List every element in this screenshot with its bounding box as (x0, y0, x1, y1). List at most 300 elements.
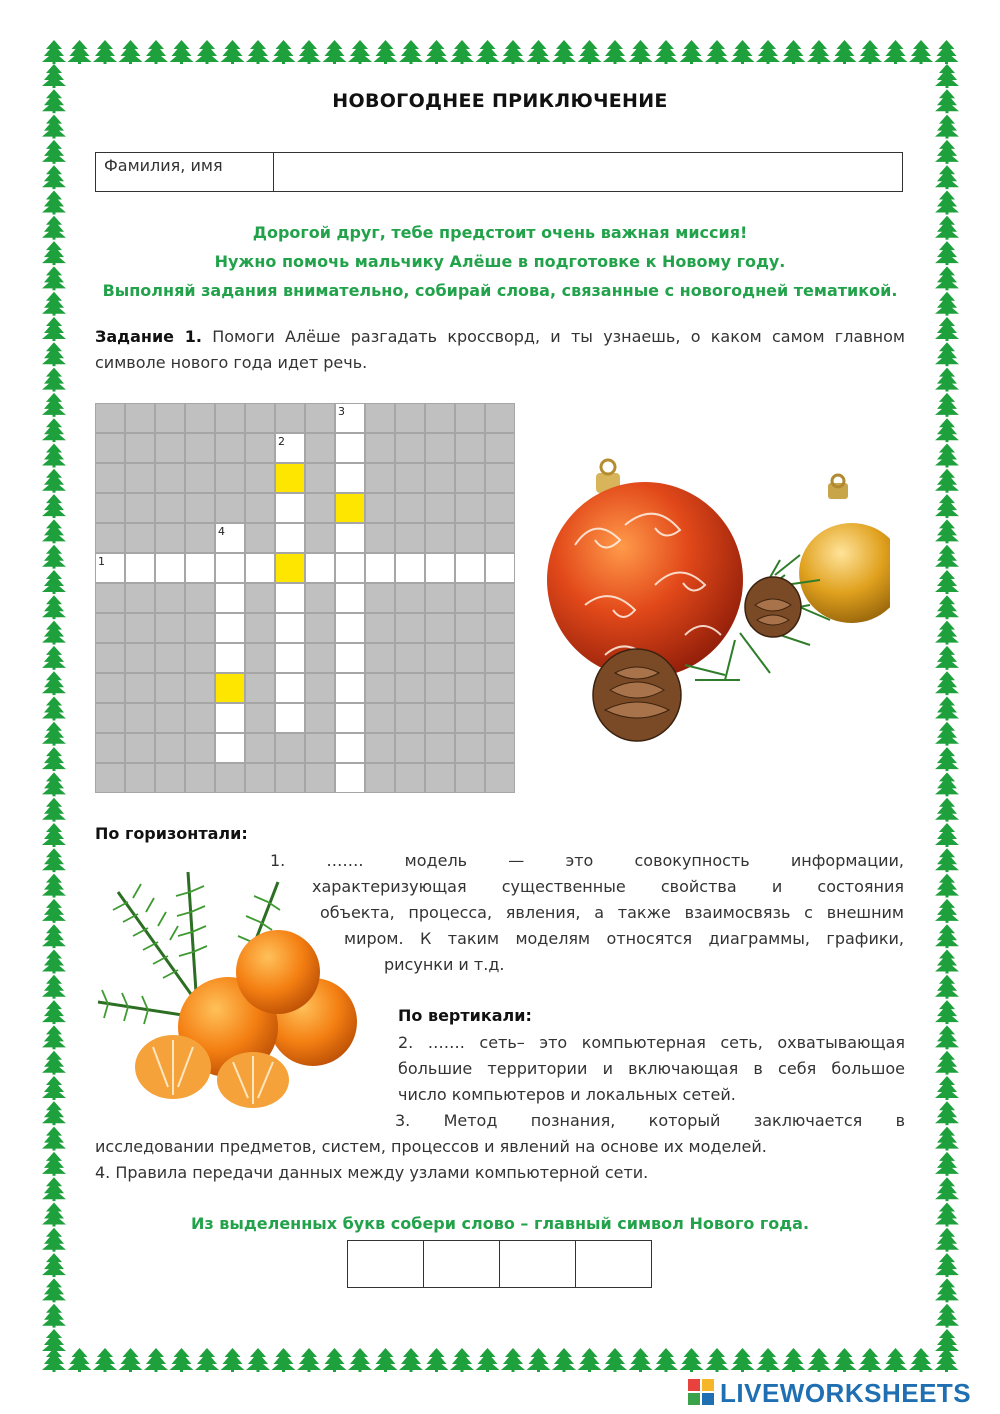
crossword-cell[interactable] (425, 553, 455, 583)
answer-box[interactable] (423, 1240, 500, 1288)
crossword-cell[interactable] (155, 553, 185, 583)
tree-icon (42, 697, 66, 721)
clue-2-line: большие территории и включающая в себя большое (398, 1059, 905, 1078)
crossword-blank-cell (485, 703, 515, 733)
crossword-cell[interactable] (305, 553, 335, 583)
tree-icon (935, 1253, 959, 1277)
crossword-blank-cell (425, 463, 455, 493)
crossword-blank-cell (425, 763, 455, 793)
tree-icon (935, 621, 959, 645)
crossword-blank-cell (395, 583, 425, 613)
crossword-blank-cell (155, 583, 185, 613)
tree-icon (884, 1348, 908, 1372)
tree-icon (42, 469, 66, 493)
crossword-blank-cell (125, 433, 155, 463)
crossword-blank-cell (185, 493, 215, 523)
tree-icon (731, 40, 755, 64)
crossword-blank-cell (395, 403, 425, 433)
crossword-cell[interactable] (335, 613, 365, 643)
crossword-cell[interactable] (335, 403, 365, 433)
crossword-blank-cell (485, 643, 515, 673)
tree-icon (42, 874, 66, 898)
crossword-blank-cell (305, 733, 335, 763)
crossword-blank-cell (485, 583, 515, 613)
task1-paragraph (95, 324, 905, 376)
tree-icon (399, 40, 423, 64)
liveworksheets-logo-icon (688, 1379, 716, 1407)
tree-icon (42, 595, 66, 619)
tree-icon (42, 1127, 66, 1151)
tree-icon (42, 1000, 66, 1024)
answer-box[interactable] (575, 1240, 652, 1288)
crossword-cell[interactable] (215, 583, 245, 613)
crossword-cell[interactable] (215, 733, 245, 763)
tree-icon (603, 40, 627, 64)
crossword-cell[interactable] (275, 523, 305, 553)
tree-icon (42, 317, 66, 341)
crossword-blank-cell (185, 613, 215, 643)
tree-icon (935, 924, 959, 948)
tree-icon (935, 368, 959, 392)
crossword-blank-cell (365, 673, 395, 703)
crossword-blank-cell (365, 433, 395, 463)
crossword-blank-cell (305, 613, 335, 643)
tree-icon (705, 1348, 729, 1372)
crossword-blank-cell (395, 733, 425, 763)
crossword-blank-cell (245, 703, 275, 733)
tree-icon (425, 1348, 449, 1372)
crossword-cell[interactable] (215, 523, 245, 553)
clue-2-vertical (398, 1030, 905, 1108)
tree-icon (399, 1348, 423, 1372)
crossword-blank-cell (425, 643, 455, 673)
tree-icon (42, 545, 66, 569)
answer-box[interactable] (499, 1240, 576, 1288)
tree-icon (42, 1329, 66, 1353)
crossword-blank-cell (95, 613, 125, 643)
crossword-blank-cell (245, 493, 275, 523)
crossword-blank-cell (365, 493, 395, 523)
crossword-blank-cell (305, 673, 335, 703)
crossword-blank-cell (95, 433, 125, 463)
tree-icon (42, 40, 66, 64)
tree-icon (833, 1348, 857, 1372)
crossword-blank-cell (275, 733, 305, 763)
crossword-blank-cell (305, 703, 335, 733)
crossword-blank-cell (365, 583, 395, 613)
clue-1-line: рисунки и т.д. (384, 955, 505, 974)
crossword-cell[interactable] (335, 583, 365, 613)
crossword-cell[interactable] (365, 553, 395, 583)
crossword-blank-cell (245, 433, 275, 463)
crossword-cell[interactable] (215, 613, 245, 643)
crossword-blank-cell (275, 763, 305, 793)
crossword-blank-cell (455, 403, 485, 433)
gold-ball (799, 523, 890, 623)
name-input[interactable] (275, 153, 918, 191)
tree-icon (629, 1348, 653, 1372)
tree-icon (935, 1152, 959, 1176)
crossword-blank-cell (185, 673, 215, 703)
crossword-blank-cell (155, 493, 185, 523)
tree-icon (629, 40, 653, 64)
crossword-blank-cell (305, 583, 335, 613)
crossword-blank-cell (455, 463, 485, 493)
tree-icon (42, 1051, 66, 1075)
tree-icon (782, 1348, 806, 1372)
crossword-cell[interactable] (275, 583, 305, 613)
crossword-cell[interactable] (275, 433, 305, 463)
tree-icon (935, 1177, 959, 1201)
crossword-blank-cell (155, 433, 185, 463)
crossword-cell[interactable] (215, 553, 245, 583)
crossword-blank-cell (365, 463, 395, 493)
tree-icon (93, 1348, 117, 1372)
tree-icon (42, 418, 66, 442)
crossword-cell[interactable] (215, 673, 245, 703)
crossword-blank-cell (425, 523, 455, 553)
crossword-blank-cell (245, 733, 275, 763)
crossword-blank-cell (95, 673, 125, 703)
crossword-blank-cell (125, 703, 155, 733)
tree-icon (935, 823, 959, 847)
tree-icon (42, 1304, 66, 1328)
crossword-blank-cell (155, 643, 185, 673)
crossword-blank-cell (485, 493, 515, 523)
tree-icon (935, 595, 959, 619)
christmas-ornaments-image (545, 455, 890, 750)
tree-icon (501, 40, 525, 64)
tree-icon (935, 64, 959, 88)
crossword-blank-cell (455, 703, 485, 733)
crossword-blank-cell (185, 583, 215, 613)
crossword-cell[interactable] (335, 553, 365, 583)
tree-icon (935, 874, 959, 898)
tree-icon (935, 671, 959, 695)
tree-icon (272, 40, 296, 64)
tree-icon (935, 975, 959, 999)
crossword-blank-cell (245, 523, 275, 553)
crossword-blank-cell (395, 613, 425, 643)
tree-icon (935, 1025, 959, 1049)
tree-icon (578, 1348, 602, 1372)
crossword-blank-cell (215, 403, 245, 433)
crossword-blank-cell (485, 613, 515, 643)
crossword-blank-cell (305, 433, 335, 463)
crossword-blank-cell (425, 493, 455, 523)
tree-icon (195, 40, 219, 64)
tree-icon (935, 747, 959, 771)
tree-icon (42, 191, 66, 215)
tree-icon (935, 115, 959, 139)
crossword-blank-cell (185, 523, 215, 553)
crossword-blank-cell (125, 583, 155, 613)
tree-icon (170, 1348, 194, 1372)
crossword-cell[interactable] (275, 493, 305, 523)
crossword-cell[interactable] (395, 553, 425, 583)
crossword-blank-cell (365, 403, 395, 433)
crossword-blank-cell (425, 613, 455, 643)
tree-icon (374, 40, 398, 64)
crossword-blank-cell (125, 403, 155, 433)
tree-icon (42, 1177, 66, 1201)
crossword-blank-cell (95, 583, 125, 613)
tree-icon (42, 1101, 66, 1125)
tree-icon (144, 40, 168, 64)
crossword-blank-cell (95, 463, 125, 493)
tree-icon (654, 40, 678, 64)
tree-icon (42, 1152, 66, 1176)
crossword-blank-cell (245, 763, 275, 793)
tree-icon (756, 40, 780, 64)
vertical-heading: По вертикали: (398, 1006, 532, 1025)
crossword-blank-cell (125, 523, 155, 553)
crossword-blank-cell (455, 673, 485, 703)
crossword-cell[interactable] (335, 703, 365, 733)
crossword-cell[interactable] (455, 553, 485, 583)
tree-icon (425, 40, 449, 64)
crossword-blank-cell (305, 493, 335, 523)
tree-icon (68, 40, 92, 64)
crossword-blank-cell (485, 433, 515, 463)
tree-icon (578, 40, 602, 64)
tree-icon (705, 40, 729, 64)
tree-icon (858, 1348, 882, 1372)
clue-3-line: 3. Метод познания, который заключается в (395, 1111, 905, 1130)
crossword-blank-cell (245, 673, 275, 703)
crossword-blank-cell (395, 433, 425, 463)
crossword-blank-cell (245, 613, 275, 643)
tree-icon (935, 1329, 959, 1353)
tree-icon (246, 40, 270, 64)
tree-icon (323, 1348, 347, 1372)
tree-icon (42, 772, 66, 796)
crossword-blank-cell (425, 733, 455, 763)
crossword-cell[interactable] (215, 643, 245, 673)
tree-icon (348, 40, 372, 64)
crossword-blank-cell (485, 673, 515, 703)
crossword-cell[interactable] (335, 493, 365, 523)
tree-icon (935, 950, 959, 974)
crossword-cell[interactable] (335, 733, 365, 763)
crossword-clue-number: 4 (218, 525, 225, 538)
crossword-blank-cell (395, 463, 425, 493)
tree-icon (195, 1348, 219, 1372)
tree-icon (807, 40, 831, 64)
crossword-blank-cell (305, 643, 335, 673)
tree-icon (246, 1348, 270, 1372)
crossword-cell[interactable] (335, 643, 365, 673)
crossword-blank-cell (185, 463, 215, 493)
crossword-cell[interactable] (485, 553, 515, 583)
tree-icon (272, 1348, 296, 1372)
crossword-blank-cell (455, 433, 485, 463)
crossword-blank-cell (455, 733, 485, 763)
tree-icon (654, 1348, 678, 1372)
crossword-blank-cell (455, 613, 485, 643)
crossword-cell[interactable] (335, 463, 365, 493)
tree-icon (935, 1304, 959, 1328)
tree-icon (42, 1278, 66, 1302)
tree-icon (935, 545, 959, 569)
tree-icon (42, 1025, 66, 1049)
task1-label: Задание 1. (95, 327, 202, 346)
crossword-blank-cell (155, 463, 185, 493)
crossword-blank-cell (305, 763, 335, 793)
tree-icon (42, 747, 66, 771)
crossword-blank-cell (125, 733, 155, 763)
crossword-blank-cell (245, 463, 275, 493)
tree-icon (221, 40, 245, 64)
tree-icon (501, 1348, 525, 1372)
crossword-blank-cell (125, 673, 155, 703)
crossword-blank-cell (485, 403, 515, 433)
crossword-cell[interactable] (275, 613, 305, 643)
crossword-blank-cell (155, 733, 185, 763)
crossword-blank-cell (425, 433, 455, 463)
intro-line-1: Дорогой друг, тебе предстоит очень важная миссия! (252, 223, 748, 242)
crossword-blank-cell (185, 643, 215, 673)
crossword-blank-cell (125, 463, 155, 493)
tree-icon (42, 1076, 66, 1100)
tree-icon (527, 1348, 551, 1372)
tree-icon (552, 40, 576, 64)
tree-icon (935, 444, 959, 468)
crossword-cell[interactable] (275, 463, 305, 493)
crossword-blank-cell (155, 673, 185, 703)
crossword-blank-cell (155, 703, 185, 733)
crossword-cell[interactable] (335, 523, 365, 553)
tree-icon (858, 40, 882, 64)
crossword-blank-cell (95, 493, 125, 523)
tree-icon (935, 165, 959, 189)
tree-icon (323, 40, 347, 64)
crossword-blank-cell (155, 613, 185, 643)
tree-icon (680, 40, 704, 64)
crossword-cell[interactable] (245, 553, 275, 583)
crossword-cell[interactable] (95, 553, 125, 583)
page-title: НОВОГОДНЕЕ ПРИКЛЮЧЕНИЕ (332, 90, 668, 112)
tree-icon (42, 950, 66, 974)
name-label: Фамилия, имя (96, 153, 274, 191)
tree-icon (42, 342, 66, 366)
crossword-blank-cell (305, 403, 335, 433)
crossword-blank-cell (455, 583, 485, 613)
crossword-cell[interactable] (275, 643, 305, 673)
tree-icon (935, 317, 959, 341)
tree-icon (476, 40, 500, 64)
crossword-cell[interactable] (185, 553, 215, 583)
tree-icon (935, 772, 959, 796)
crossword-blank-cell (125, 613, 155, 643)
tree-icon (935, 697, 959, 721)
crossword-blank-cell (245, 403, 275, 433)
crossword-cell[interactable] (275, 553, 305, 583)
tree-icon (909, 1348, 933, 1372)
crossword-blank-cell (185, 763, 215, 793)
final-word-title: Из выделенных букв собери слово – главный символ Нового года. (190, 1214, 810, 1233)
tree-icon (42, 115, 66, 139)
crossword-cell[interactable] (335, 673, 365, 703)
crossword-blank-cell (485, 733, 515, 763)
tree-icon (935, 899, 959, 923)
tree-icon (42, 823, 66, 847)
tree-icon (935, 848, 959, 872)
clue-1-line: объекта, процесса, явления, а также взаимосвязь с внешним (320, 903, 904, 922)
crossword-blank-cell (125, 643, 155, 673)
crossword-cell[interactable] (125, 553, 155, 583)
clue-1-horizontal (270, 848, 904, 978)
tree-icon (170, 40, 194, 64)
crossword-blank-cell (95, 763, 125, 793)
crossword-blank-cell (305, 523, 335, 553)
tree-icon (680, 1348, 704, 1372)
tree-icon (42, 722, 66, 746)
tree-icon (935, 494, 959, 518)
answer-box[interactable] (347, 1240, 424, 1288)
crossword-blank-cell (215, 433, 245, 463)
crossword-cell[interactable] (335, 433, 365, 463)
tree-icon (935, 1101, 959, 1125)
tree-icon (348, 1348, 372, 1372)
crossword-blank-cell (155, 403, 185, 433)
tree-icon (42, 621, 66, 645)
clue-2-line: 2. ……. сеть– это компьютерная сеть, охватывающая (398, 1033, 905, 1052)
name-table (95, 152, 903, 192)
crossword-blank-cell (365, 703, 395, 733)
crossword-blank-cell (125, 493, 155, 523)
crossword-blank-cell (425, 583, 455, 613)
crossword-blank-cell (455, 523, 485, 553)
crossword-blank-cell (305, 463, 335, 493)
crossword-blank-cell (245, 643, 275, 673)
crossword-cell[interactable] (215, 703, 245, 733)
tree-icon (935, 40, 959, 64)
tree-icon (935, 722, 959, 746)
clue-4-vertical: 4. Правила передачи данных между узлами компьютерной сети. (95, 1163, 649, 1182)
crossword-blank-cell (95, 733, 125, 763)
crossword-blank-cell (425, 403, 455, 433)
tree-icon (119, 1348, 143, 1372)
crossword-blank-cell (125, 763, 155, 793)
tree-icon (807, 1348, 831, 1372)
tree-icon (42, 899, 66, 923)
tree-icon (935, 1076, 959, 1100)
tree-icon (42, 165, 66, 189)
tree-icon (909, 40, 933, 64)
crossword-blank-cell (365, 523, 395, 553)
crossword-cell[interactable] (335, 763, 365, 793)
crossword-blank-cell (395, 673, 425, 703)
tree-icon (935, 570, 959, 594)
crossword-blank-cell (365, 763, 395, 793)
crossword-blank-cell (395, 643, 425, 673)
crossword-blank-cell (185, 703, 215, 733)
tree-icon (42, 848, 66, 872)
liveworksheets-logo-text: LIVEWORKSHEETS (720, 1378, 972, 1408)
crossword-cell[interactable] (275, 673, 305, 703)
crossword-clue-number: 2 (278, 435, 285, 448)
crossword-blank-cell (95, 403, 125, 433)
tree-icon (935, 1051, 959, 1075)
tree-icon (42, 368, 66, 392)
tree-icon (68, 1348, 92, 1372)
tree-icon (42, 798, 66, 822)
tree-icon (935, 646, 959, 670)
crossword-blank-cell (395, 703, 425, 733)
tree-icon (450, 1348, 474, 1372)
crossword-cell[interactable] (275, 703, 305, 733)
